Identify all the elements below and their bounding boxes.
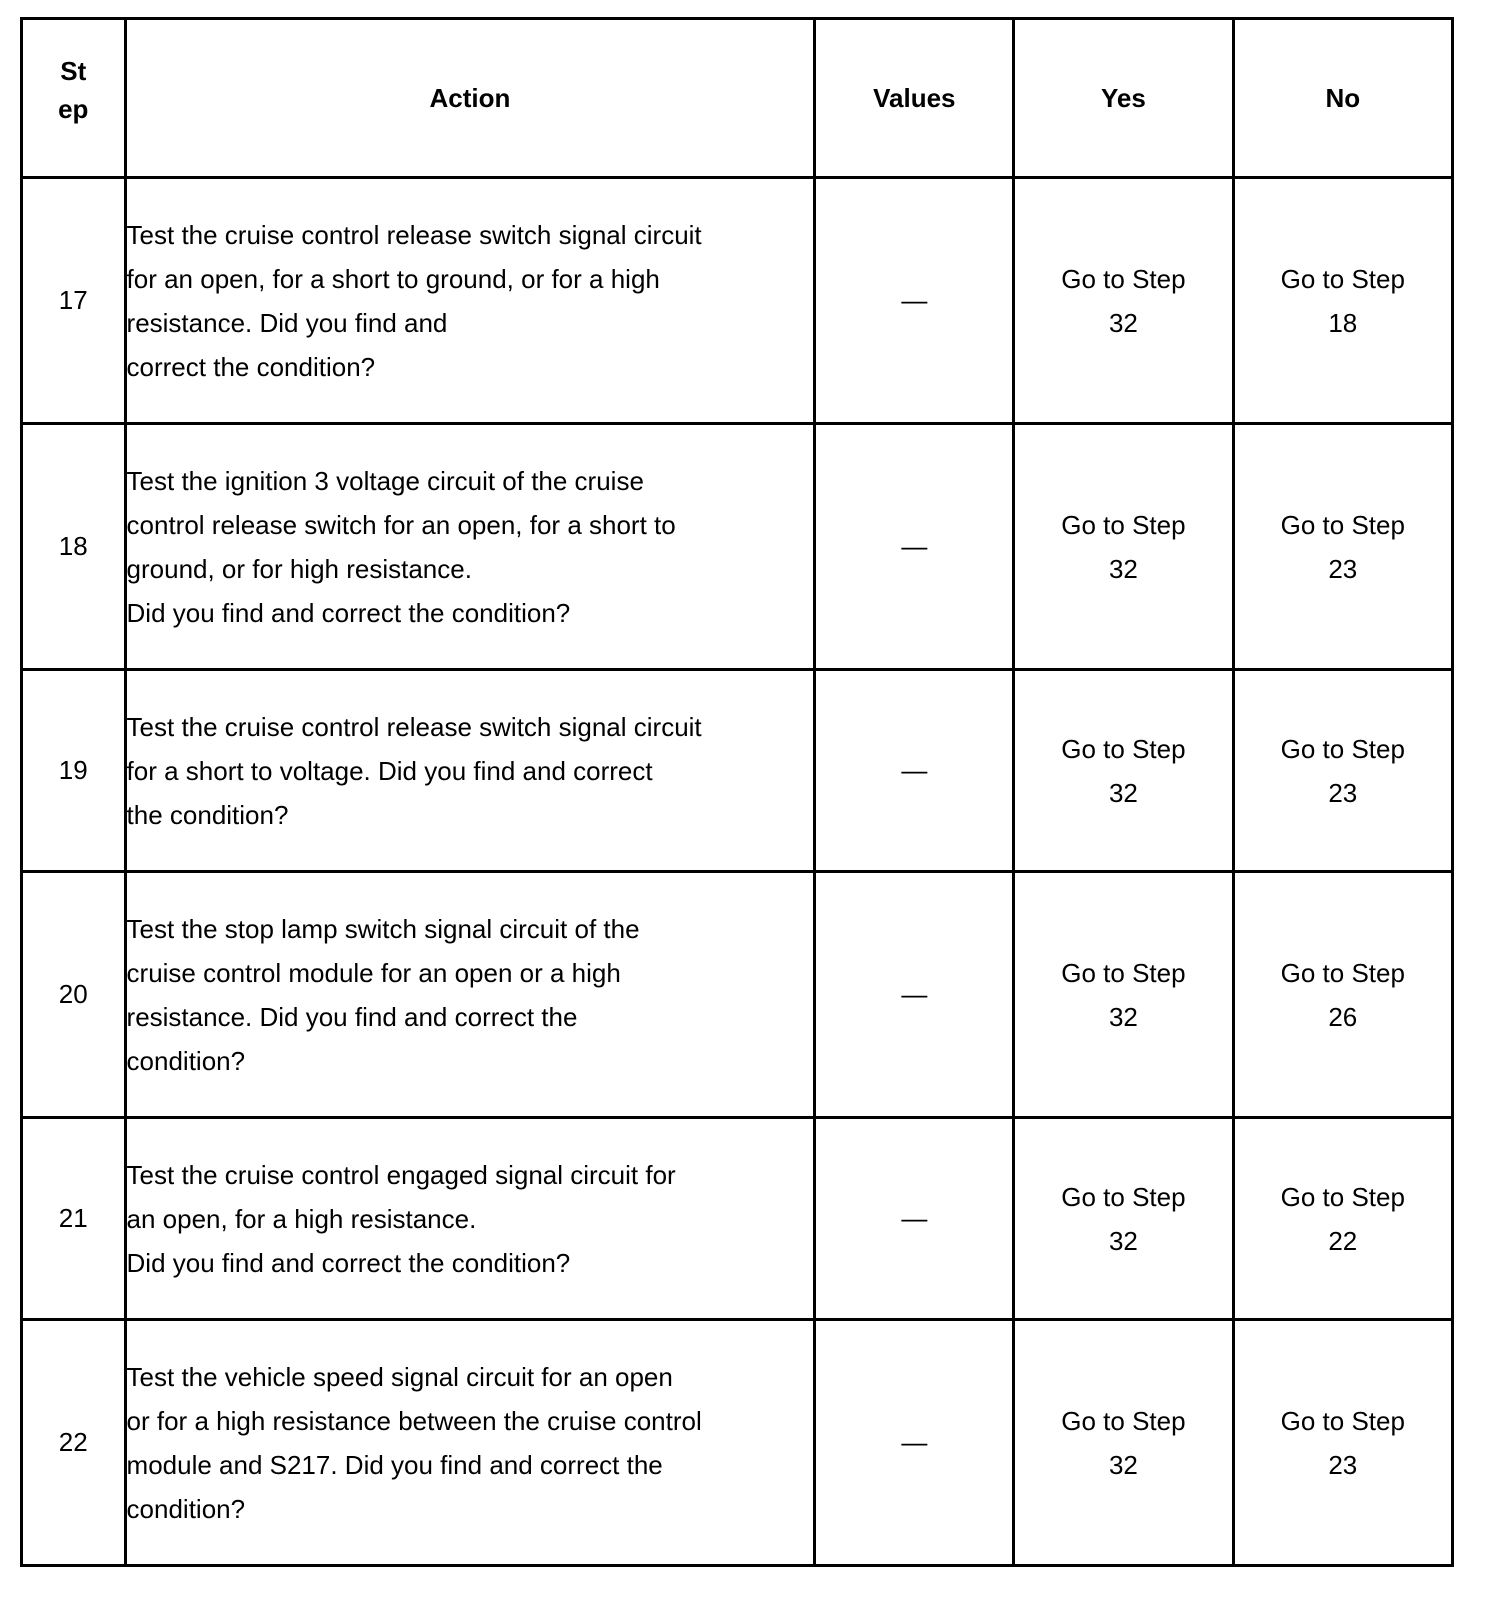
values-cell: — bbox=[815, 1118, 1014, 1320]
yes-label: Go to Step bbox=[1061, 957, 1186, 988]
no-label: Go to Step bbox=[1280, 263, 1405, 294]
action-text: Test the vehicle speed signal circuit for an open or for a high resistance between the cruise control module and S217. Did you find and correct the condition? bbox=[125, 1320, 815, 1566]
header-no: No bbox=[1233, 19, 1452, 178]
no-label: Go to Step bbox=[1280, 509, 1405, 540]
no-step: 23 bbox=[1328, 553, 1358, 584]
yes-cell bbox=[1014, 670, 1233, 872]
action-text: Test the cruise control release switch signal circuit for an open, for a short to ground, or for a high resistance. Did you find and correct the condition? bbox=[125, 178, 815, 424]
yes-step: 32 bbox=[1108, 553, 1138, 584]
values-cell: — bbox=[815, 178, 1014, 424]
yes-label: Go to Step bbox=[1061, 263, 1186, 294]
step-number: 18 bbox=[22, 424, 126, 670]
no-step: 18 bbox=[1328, 307, 1358, 338]
header-values: Values bbox=[815, 19, 1014, 178]
header-yes: Yes bbox=[1014, 19, 1233, 178]
action-text: Test the cruise control engaged signal circuit for an open, for a high resistance. Did you find and correct the condition? bbox=[125, 1118, 815, 1320]
yes-step: 32 bbox=[1108, 1225, 1138, 1256]
step-number: 19 bbox=[22, 670, 126, 872]
header-row bbox=[22, 19, 1453, 178]
header-step: St ep bbox=[22, 19, 126, 178]
table-row bbox=[22, 178, 1453, 424]
no-cell bbox=[1233, 1320, 1452, 1566]
table-row bbox=[22, 872, 1453, 1118]
no-cell bbox=[1233, 1118, 1452, 1320]
table-row bbox=[22, 1320, 1453, 1566]
yes-label: Go to Step bbox=[1061, 509, 1186, 540]
step-number: 17 bbox=[22, 178, 126, 424]
no-step: 23 bbox=[1328, 777, 1358, 808]
step-number: 22 bbox=[22, 1320, 126, 1566]
no-step: 22 bbox=[1328, 1225, 1358, 1256]
no-step: 26 bbox=[1328, 1001, 1358, 1032]
no-cell bbox=[1233, 872, 1452, 1118]
yes-cell bbox=[1014, 178, 1233, 424]
no-cell bbox=[1233, 424, 1452, 670]
no-cell bbox=[1233, 670, 1452, 872]
yes-step: 32 bbox=[1108, 1449, 1138, 1480]
yes-label: Go to Step bbox=[1061, 1405, 1186, 1436]
action-text: Test the cruise control release switch signal circuit for a short to voltage. Did you find and correct the condition? bbox=[125, 670, 815, 872]
action-text: Test the stop lamp switch signal circuit of the cruise control module for an open or a high resistance. Did you find and correct the condition? bbox=[125, 872, 815, 1118]
step-number: 21 bbox=[22, 1118, 126, 1320]
table-header bbox=[22, 19, 1453, 178]
values-cell: — bbox=[815, 424, 1014, 670]
table-row bbox=[22, 424, 1453, 670]
yes-step: 32 bbox=[1108, 1001, 1138, 1032]
values-cell: — bbox=[815, 872, 1014, 1118]
yes-cell bbox=[1014, 424, 1233, 670]
yes-label: Go to Step bbox=[1061, 1181, 1186, 1212]
yes-label: Go to Step bbox=[1061, 733, 1186, 764]
no-step: 23 bbox=[1328, 1449, 1358, 1480]
yes-cell bbox=[1014, 872, 1233, 1118]
header-action: Action bbox=[125, 19, 815, 178]
table-row bbox=[22, 1118, 1453, 1320]
values-cell: — bbox=[815, 1320, 1014, 1566]
no-label: Go to Step bbox=[1280, 1181, 1405, 1212]
no-label: Go to Step bbox=[1280, 1405, 1405, 1436]
yes-step: 32 bbox=[1108, 307, 1138, 338]
diagnostic-table bbox=[20, 17, 1454, 1567]
action-text: Test the ignition 3 voltage circuit of the cruise control release switch for an open, for a short to ground, or for high resistance. Did you find and correct the condition? bbox=[125, 424, 815, 670]
table-body bbox=[22, 178, 1453, 1566]
table-row bbox=[22, 670, 1453, 872]
values-cell: — bbox=[815, 670, 1014, 872]
no-label: Go to Step bbox=[1280, 733, 1405, 764]
step-number: 20 bbox=[22, 872, 126, 1118]
yes-step: 32 bbox=[1108, 777, 1138, 808]
yes-cell bbox=[1014, 1320, 1233, 1566]
no-cell bbox=[1233, 178, 1452, 424]
yes-cell bbox=[1014, 1118, 1233, 1320]
no-label: Go to Step bbox=[1280, 957, 1405, 988]
